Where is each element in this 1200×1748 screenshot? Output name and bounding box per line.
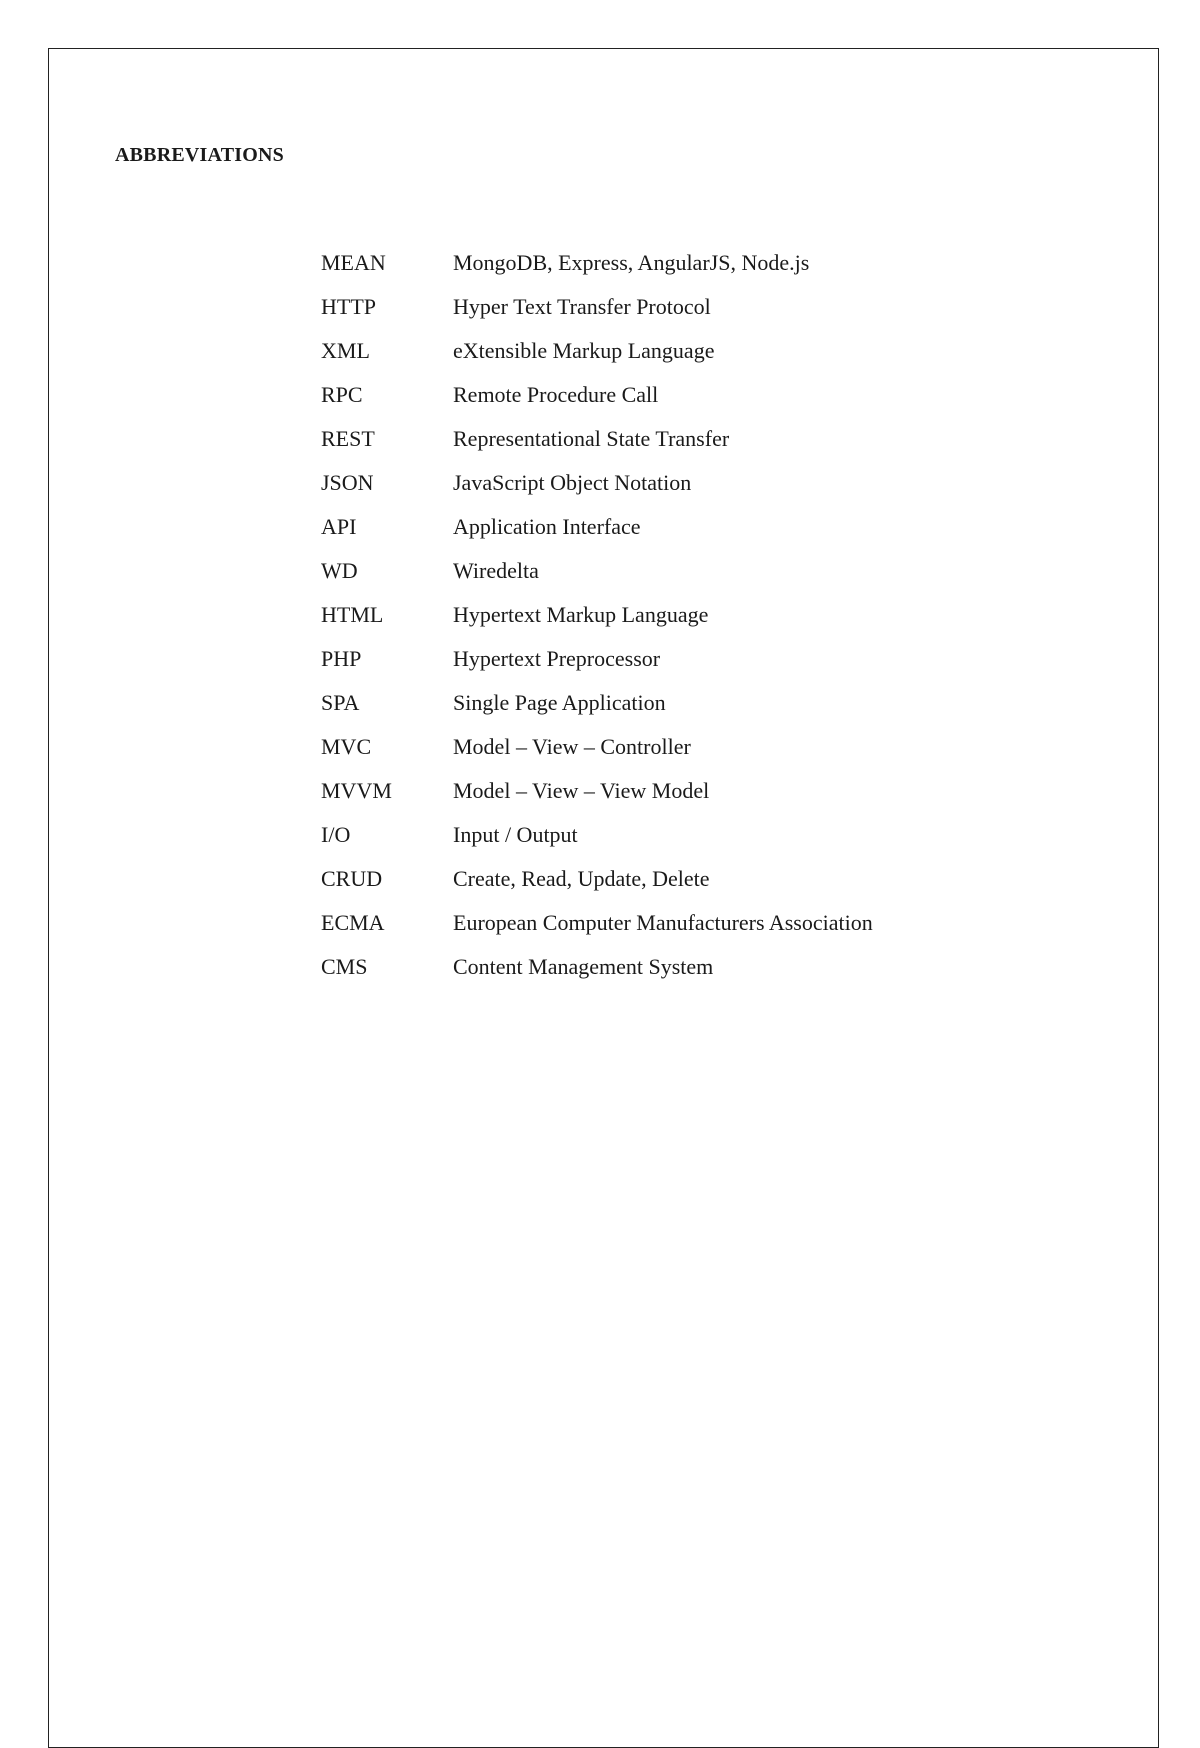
abbreviation-term: CRUD: [321, 866, 383, 891]
abbreviation-definition: Representational State Transfer: [453, 426, 730, 451]
abbreviation-definition: Hyper Text Transfer Protocol: [453, 294, 711, 319]
abbreviation-term: WD: [321, 558, 358, 583]
page-title: ABBREVIATIONS: [115, 144, 284, 166]
abbreviation-row: [321, 424, 873, 468]
abbreviation-row: [321, 644, 873, 688]
abbreviation-definition: European Computer Manufacturers Association: [453, 910, 873, 935]
abbreviation-row: [321, 776, 873, 820]
abbreviation-definition: Single Page Application: [453, 690, 666, 715]
abbreviation-row: [321, 248, 873, 292]
abbreviation-term: MVVM: [321, 778, 392, 803]
abbreviation-term: MVC: [321, 734, 372, 759]
abbreviation-row: [321, 512, 873, 556]
abbreviation-row: [321, 556, 873, 600]
abbreviation-definition: MongoDB, Express, AngularJS, Node.js: [453, 250, 810, 275]
abbreviation-definition: Hypertext Markup Language: [453, 602, 709, 627]
abbreviation-row: [321, 732, 873, 776]
abbreviation-row: [321, 380, 873, 424]
abbreviation-definition: Hypertext Preprocessor: [453, 646, 661, 671]
abbreviation-definition: Input / Output: [453, 822, 578, 847]
abbreviation-term: I/O: [321, 822, 351, 847]
abbreviation-row: [321, 600, 873, 644]
abbreviation-row: [321, 292, 873, 336]
abbreviation-definition: Wiredelta: [453, 558, 539, 583]
abbreviation-term: MEAN: [321, 250, 386, 275]
abbreviation-definition: Model – View – View Model: [453, 778, 710, 803]
abbreviation-term: XML: [321, 338, 370, 363]
abbreviation-definition: Remote Procedure Call: [453, 382, 659, 407]
abbreviation-definition: Model – View – Controller: [453, 734, 691, 759]
abbreviation-row: [321, 820, 873, 864]
abbreviation-term: JSON: [321, 470, 374, 495]
abbreviation-term: SPA: [321, 690, 360, 715]
abbreviation-definition: Content Management System: [453, 954, 714, 979]
abbreviation-term: ECMA: [321, 910, 385, 935]
abbreviation-definition: Application Interface: [453, 514, 641, 539]
abbreviation-definition: eXtensible Markup Language: [453, 338, 715, 363]
abbreviation-list: [321, 248, 873, 996]
abbreviation-row: [321, 908, 873, 952]
abbreviation-row: [321, 952, 873, 996]
abbreviation-term: HTML: [321, 602, 384, 627]
abbreviation-term: PHP: [321, 646, 362, 671]
abbreviation-row: [321, 864, 873, 908]
abbreviation-definition: Create, Read, Update, Delete: [453, 866, 710, 891]
abbreviation-term: CMS: [321, 954, 368, 979]
abbreviation-term: REST: [321, 426, 375, 451]
abbreviation-row: [321, 468, 873, 512]
abbreviation-row: [321, 688, 873, 732]
abbreviation-definition: JavaScript Object Notation: [453, 470, 692, 495]
abbreviation-row: [321, 336, 873, 380]
abbreviation-term: API: [321, 514, 357, 539]
abbreviation-term: RPC: [321, 382, 363, 407]
abbreviation-term: HTTP: [321, 294, 376, 319]
